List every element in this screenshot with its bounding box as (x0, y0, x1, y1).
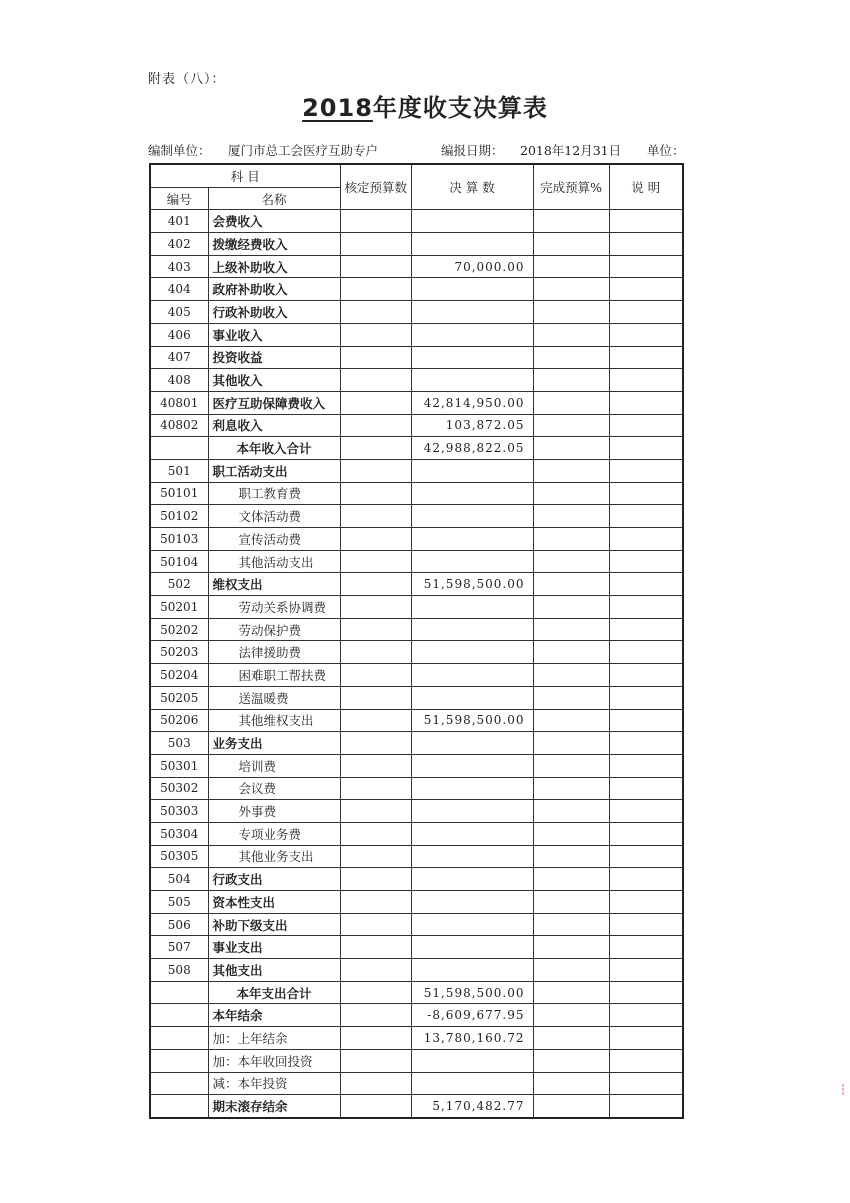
row-name: 加：本年收回投资 (208, 1049, 340, 1072)
row-note (609, 323, 683, 346)
row-budget (340, 959, 411, 982)
header-actual: 决 算 数 (411, 164, 533, 210)
header-rate: 完成预算% (533, 164, 609, 210)
unit-value: 厦门市总工会医疗互助专户 (228, 143, 379, 158)
row-actual (411, 1049, 533, 1072)
row-rate (533, 323, 609, 346)
row-actual (411, 1072, 533, 1095)
row-name: 其他维权支出 (208, 709, 340, 732)
row-code: 50302 (150, 777, 208, 800)
row-name: 文体活动费 (208, 505, 340, 528)
page-title (0, 88, 850, 123)
row-note (609, 800, 683, 823)
row-budget (340, 981, 411, 1004)
row-actual: 70,000.00 (411, 255, 533, 278)
row-rate (533, 369, 609, 392)
row-name: 本年支出合计 (208, 981, 340, 1004)
row-actual (411, 845, 533, 868)
table-row (150, 618, 683, 641)
header-subject: 科 目 (150, 164, 340, 187)
row-budget (340, 233, 411, 256)
table-row (150, 301, 683, 324)
row-budget (340, 278, 411, 301)
row-name: 送温暖费 (208, 686, 340, 709)
table-row (150, 255, 683, 278)
row-budget (340, 573, 411, 596)
row-rate (533, 959, 609, 982)
row-actual (411, 301, 533, 324)
row-code (150, 1004, 208, 1027)
row-note (609, 777, 683, 800)
row-rate (533, 459, 609, 482)
row-name: 会费收入 (208, 210, 340, 233)
row-budget (340, 1049, 411, 1072)
row-actual (411, 278, 533, 301)
row-actual (411, 528, 533, 551)
table-row (150, 596, 683, 619)
row-note (609, 414, 683, 437)
row-rate (533, 233, 609, 256)
row-actual (411, 686, 533, 709)
edge-mark: ┆ (839, 1085, 846, 1096)
row-code: 40802 (150, 414, 208, 437)
table-row (150, 346, 683, 369)
row-rate (533, 981, 609, 1004)
row-budget (340, 301, 411, 324)
row-actual (411, 800, 533, 823)
row-code: 50202 (150, 618, 208, 641)
row-actual (411, 550, 533, 573)
row-budget (340, 868, 411, 891)
row-name: 其他活动支出 (208, 550, 340, 573)
row-budget (340, 913, 411, 936)
row-actual (411, 641, 533, 664)
table-row (150, 1004, 683, 1027)
unit-label: 编制单位： (148, 143, 211, 158)
row-budget (340, 664, 411, 687)
row-actual: 42,988,822.05 (411, 437, 533, 460)
row-note (609, 596, 683, 619)
row-note (609, 618, 683, 641)
row-budget (340, 391, 411, 414)
table-row (150, 959, 683, 982)
row-budget (340, 641, 411, 664)
table-row (150, 210, 683, 233)
row-budget (340, 891, 411, 914)
row-actual (411, 822, 533, 845)
row-code: 503 (150, 732, 208, 755)
row-actual (411, 210, 533, 233)
row-rate (533, 845, 609, 868)
row-note (609, 754, 683, 777)
row-budget (340, 346, 411, 369)
row-code: 50101 (150, 482, 208, 505)
row-actual (411, 505, 533, 528)
table-row (150, 709, 683, 732)
title-text: 年度收支决算表 (372, 94, 548, 122)
row-rate (533, 936, 609, 959)
budget-table (149, 163, 684, 1119)
row-actual (411, 596, 533, 619)
row-note (609, 981, 683, 1004)
row-budget (340, 255, 411, 278)
header-note: 说 明 (609, 164, 683, 210)
row-name: 外事费 (208, 800, 340, 823)
title-year: 2018 (302, 94, 373, 122)
row-actual (411, 732, 533, 755)
row-name: 法律援助费 (208, 641, 340, 664)
row-rate (533, 1004, 609, 1027)
row-note (609, 301, 683, 324)
table-row (150, 550, 683, 573)
row-note (609, 822, 683, 845)
row-code: 50102 (150, 505, 208, 528)
row-name: 业务支出 (208, 732, 340, 755)
row-note (609, 369, 683, 392)
row-code: 50305 (150, 845, 208, 868)
row-budget (340, 732, 411, 755)
row-budget (340, 482, 411, 505)
row-note (609, 528, 683, 551)
row-note (609, 255, 683, 278)
row-budget (340, 777, 411, 800)
row-name: 拨缴经费收入 (208, 233, 340, 256)
table-row (150, 891, 683, 914)
row-code: 405 (150, 301, 208, 324)
row-rate (533, 255, 609, 278)
row-code: 50304 (150, 822, 208, 845)
currency-label: 单位： (647, 143, 685, 158)
row-code: 50203 (150, 641, 208, 664)
row-actual (411, 618, 533, 641)
table-row (150, 845, 683, 868)
row-name: 专项业务费 (208, 822, 340, 845)
row-actual: 103,872.05 (411, 414, 533, 437)
row-budget (340, 210, 411, 233)
row-budget (340, 1072, 411, 1095)
table-row (150, 505, 683, 528)
row-budget (340, 414, 411, 437)
row-budget (340, 596, 411, 619)
row-actual (411, 459, 533, 482)
row-actual (411, 323, 533, 346)
table-row (150, 1049, 683, 1072)
row-name: 本年结余 (208, 1004, 340, 1027)
row-code: 501 (150, 459, 208, 482)
table-row (150, 459, 683, 482)
row-code (150, 1049, 208, 1072)
row-note (609, 278, 683, 301)
row-name: 职工活动支出 (208, 459, 340, 482)
row-rate (533, 505, 609, 528)
row-code: 408 (150, 369, 208, 392)
row-code: 402 (150, 233, 208, 256)
row-budget (340, 528, 411, 551)
table-row (150, 528, 683, 551)
row-note (609, 936, 683, 959)
row-rate (533, 1049, 609, 1072)
row-actual (411, 959, 533, 982)
row-note (609, 1095, 683, 1118)
row-rate (533, 686, 609, 709)
row-rate (533, 868, 609, 891)
row-actual (411, 891, 533, 914)
attachment-label: 附表（八）： (148, 72, 226, 87)
row-note (609, 1049, 683, 1072)
row-actual: 5,170,482.77 (411, 1095, 533, 1118)
row-budget (340, 1027, 411, 1050)
date-label: 编报日期： (441, 143, 504, 158)
table-row (150, 641, 683, 664)
row-actual (411, 777, 533, 800)
row-budget (340, 709, 411, 732)
row-budget (340, 1004, 411, 1027)
row-code: 50204 (150, 664, 208, 687)
row-name: 劳动关系协调费 (208, 596, 340, 619)
row-rate (533, 596, 609, 619)
row-budget (340, 686, 411, 709)
row-name: 培训费 (208, 754, 340, 777)
table-row (150, 391, 683, 414)
row-budget (340, 323, 411, 346)
row-code: 404 (150, 278, 208, 301)
row-actual: 51,598,500.00 (411, 573, 533, 596)
table-row (150, 664, 683, 687)
header-name: 名称 (208, 187, 340, 210)
row-note (609, 346, 683, 369)
row-code: 50201 (150, 596, 208, 619)
row-rate (533, 709, 609, 732)
row-name: 资本性支出 (208, 891, 340, 914)
row-budget (340, 618, 411, 641)
row-code: 505 (150, 891, 208, 914)
table-row (150, 822, 683, 845)
row-name: 补助下级支出 (208, 913, 340, 936)
row-budget (340, 936, 411, 959)
row-note (609, 686, 683, 709)
row-budget (340, 845, 411, 868)
row-code: 50303 (150, 800, 208, 823)
row-name: 宣传活动费 (208, 528, 340, 551)
row-budget (340, 437, 411, 460)
row-code: 407 (150, 346, 208, 369)
row-actual: 42,814,950.00 (411, 391, 533, 414)
row-note (609, 868, 683, 891)
row-actual (411, 233, 533, 256)
table-row (150, 1072, 683, 1095)
row-name: 行政支出 (208, 868, 340, 891)
row-note (609, 845, 683, 868)
row-rate (533, 891, 609, 914)
table-row (150, 1027, 683, 1050)
row-rate (533, 482, 609, 505)
row-budget (340, 550, 411, 573)
row-code: 504 (150, 868, 208, 891)
row-name: 职工教育费 (208, 482, 340, 505)
row-name: 其他业务支出 (208, 845, 340, 868)
row-name: 困难职工帮扶费 (208, 664, 340, 687)
row-note (609, 459, 683, 482)
row-name: 会议费 (208, 777, 340, 800)
row-rate (533, 550, 609, 573)
row-actual: 51,598,500.00 (411, 709, 533, 732)
row-rate (533, 414, 609, 437)
row-actual: -8,609,677.95 (411, 1004, 533, 1027)
row-name: 维权支出 (208, 573, 340, 596)
row-name: 行政补助收入 (208, 301, 340, 324)
row-actual (411, 482, 533, 505)
row-code: 40801 (150, 391, 208, 414)
table-row (150, 800, 683, 823)
row-actual: 51,598,500.00 (411, 981, 533, 1004)
row-rate (533, 1072, 609, 1095)
row-rate (533, 278, 609, 301)
row-note (609, 391, 683, 414)
table-row (150, 323, 683, 346)
row-budget (340, 369, 411, 392)
row-note (609, 550, 683, 573)
row-code: 506 (150, 913, 208, 936)
row-rate (533, 1095, 609, 1118)
row-name: 其他收入 (208, 369, 340, 392)
row-note (609, 959, 683, 982)
row-rate (533, 913, 609, 936)
row-name: 本年收入合计 (208, 437, 340, 460)
row-code: 401 (150, 210, 208, 233)
row-rate (533, 822, 609, 845)
row-rate (533, 618, 609, 641)
table-row (150, 777, 683, 800)
row-name: 医疗互助保障费收入 (208, 391, 340, 414)
row-name: 政府补助收入 (208, 278, 340, 301)
row-name: 期末滚存结余 (208, 1095, 340, 1118)
table-row (150, 732, 683, 755)
row-code: 508 (150, 959, 208, 982)
row-actual (411, 664, 533, 687)
table-row (150, 913, 683, 936)
row-rate (533, 777, 609, 800)
row-code: 50104 (150, 550, 208, 573)
row-rate (533, 346, 609, 369)
row-name: 利息收入 (208, 414, 340, 437)
row-actual: 13,780,160.72 (411, 1027, 533, 1050)
row-code (150, 1072, 208, 1095)
row-code: 403 (150, 255, 208, 278)
row-code: 50206 (150, 709, 208, 732)
row-actual (411, 913, 533, 936)
date-value: 2018年12月31日 (520, 143, 622, 158)
row-note (609, 233, 683, 256)
row-name: 事业收入 (208, 323, 340, 346)
table-row (150, 414, 683, 437)
table-row (150, 233, 683, 256)
row-name: 劳动保护费 (208, 618, 340, 641)
row-budget (340, 800, 411, 823)
row-rate (533, 664, 609, 687)
row-budget (340, 1095, 411, 1118)
table-row (150, 686, 683, 709)
row-budget (340, 505, 411, 528)
row-code (150, 437, 208, 460)
row-note (609, 505, 683, 528)
row-code (150, 1095, 208, 1118)
row-name: 投资收益 (208, 346, 340, 369)
row-name: 上级补助收入 (208, 255, 340, 278)
row-rate (533, 1027, 609, 1050)
row-code: 406 (150, 323, 208, 346)
row-code (150, 1027, 208, 1050)
row-budget (340, 822, 411, 845)
row-code: 50205 (150, 686, 208, 709)
table-row (150, 981, 683, 1004)
row-note (609, 641, 683, 664)
row-rate (533, 641, 609, 664)
table-row (150, 754, 683, 777)
row-name: 其他支出 (208, 959, 340, 982)
row-code: 50103 (150, 528, 208, 551)
row-code: 507 (150, 936, 208, 959)
row-note (609, 891, 683, 914)
row-code (150, 981, 208, 1004)
row-note (609, 732, 683, 755)
row-actual (411, 868, 533, 891)
row-note (609, 210, 683, 233)
table-row (150, 278, 683, 301)
row-rate (533, 573, 609, 596)
table-row (150, 936, 683, 959)
row-name: 减：本年投资 (208, 1072, 340, 1095)
row-actual (411, 346, 533, 369)
row-note (609, 1072, 683, 1095)
row-name: 加：上年结余 (208, 1027, 340, 1050)
table-row (150, 369, 683, 392)
row-budget (340, 754, 411, 777)
header-code: 编号 (150, 187, 208, 210)
row-actual (411, 369, 533, 392)
table-row (150, 573, 683, 596)
row-actual (411, 936, 533, 959)
table-row (150, 482, 683, 505)
row-rate (533, 800, 609, 823)
row-rate (533, 301, 609, 324)
table-row (150, 1095, 683, 1118)
row-note (609, 482, 683, 505)
row-code: 50301 (150, 754, 208, 777)
row-note (609, 913, 683, 936)
row-note (609, 1027, 683, 1050)
row-rate (533, 732, 609, 755)
row-note (609, 709, 683, 732)
row-note (609, 437, 683, 460)
table-row (150, 868, 683, 891)
row-note (609, 664, 683, 687)
row-rate (533, 754, 609, 777)
row-rate (533, 391, 609, 414)
table-row (150, 437, 683, 460)
header-budget: 核定预算数 (340, 164, 411, 210)
row-rate (533, 210, 609, 233)
row-actual (411, 754, 533, 777)
row-rate (533, 437, 609, 460)
row-name: 事业支出 (208, 936, 340, 959)
row-note (609, 573, 683, 596)
row-rate (533, 528, 609, 551)
row-budget (340, 459, 411, 482)
row-note (609, 1004, 683, 1027)
row-code: 502 (150, 573, 208, 596)
